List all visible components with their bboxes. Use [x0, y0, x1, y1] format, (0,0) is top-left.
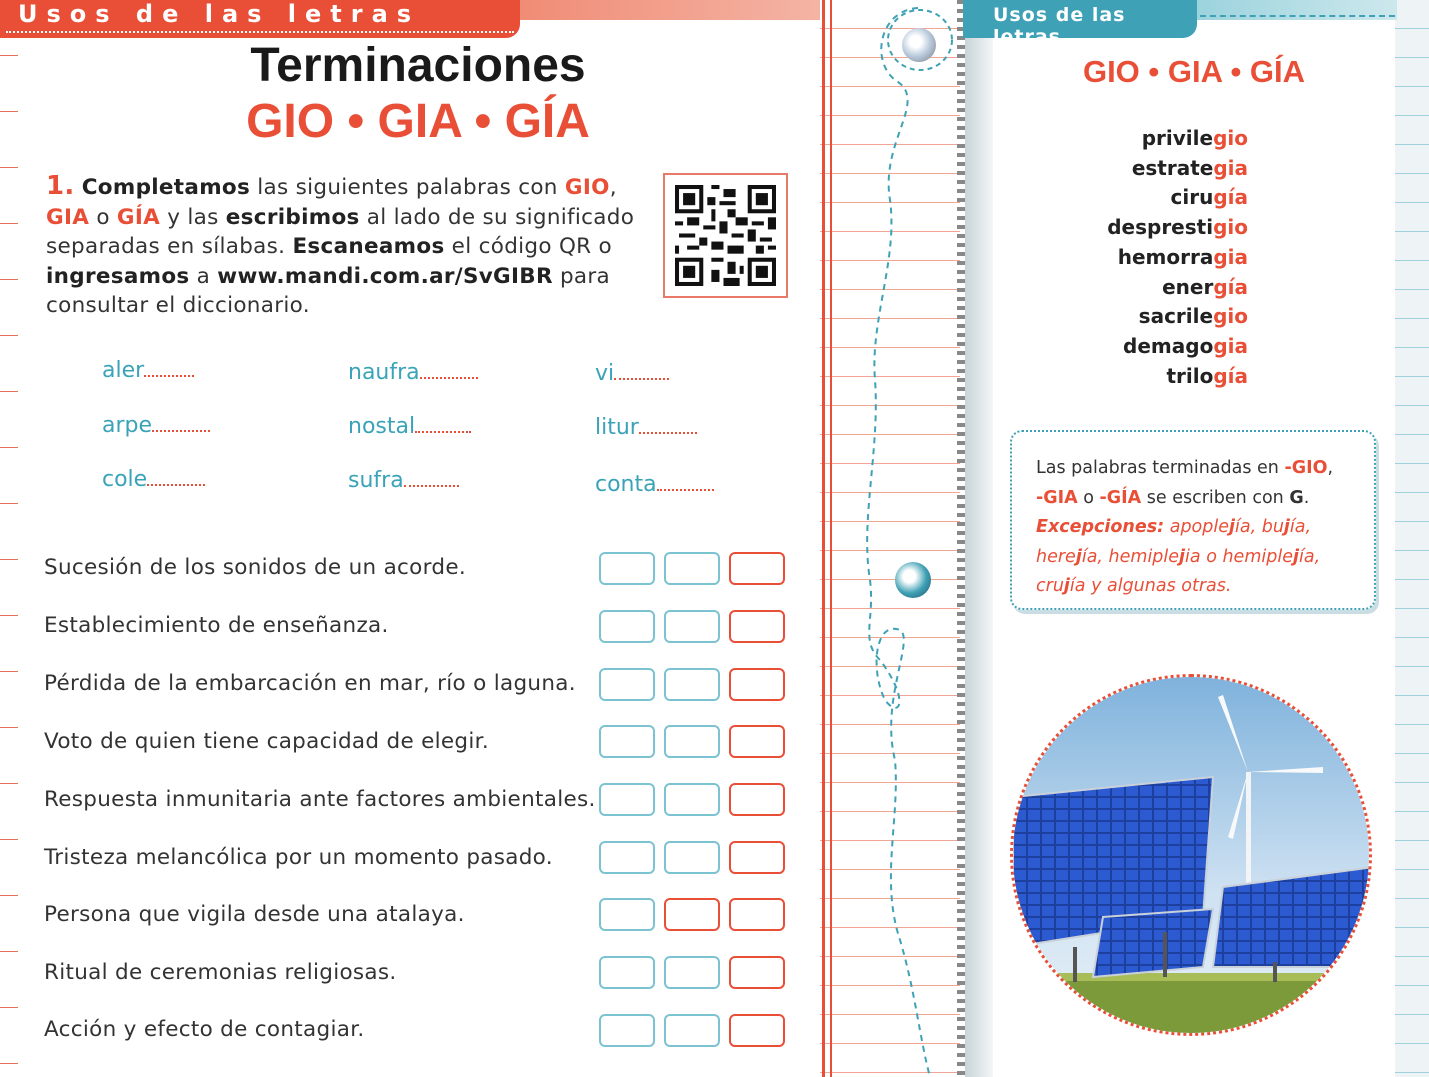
qr-code-icon[interactable]: [663, 173, 788, 298]
word-list-item: [1107, 273, 1248, 303]
margin-red-line: [822, 0, 825, 1077]
fragment-sufra[interactable]: [348, 468, 459, 493]
spiral-ring-icon: [902, 28, 936, 62]
exc-part: ía y algunas otras.: [1069, 576, 1232, 596]
syllable-box[interactable]: [664, 1014, 720, 1047]
blank-line: [147, 468, 205, 486]
syllable-box[interactable]: [664, 783, 720, 816]
word-list-item: [1107, 154, 1248, 184]
word-list-item: [1107, 362, 1248, 392]
header-band: [520, 0, 820, 20]
right-title: GIO • GIA • GÍA: [1082, 54, 1306, 89]
fragment-litur[interactable]: [595, 415, 697, 440]
instr-text: para consultar el diccionario.: [46, 263, 611, 318]
word-ending: gía: [1213, 274, 1248, 299]
exc-part: ía,: [1298, 546, 1321, 567]
word-ending: gía: [1213, 363, 1248, 388]
header-tab-label: Usos de las letras: [18, 0, 421, 28]
word-list-item: [1107, 124, 1248, 154]
definition-item: Sucesión de los sonidos de un acorde.: [44, 555, 466, 580]
syllable-box-ending[interactable]: [729, 668, 785, 701]
syllable-box-ending[interactable]: [729, 841, 785, 874]
syllable-box-ending[interactable]: [729, 783, 785, 816]
photo-illustration: [1013, 677, 1372, 1036]
definition-item: Establecimiento de enseñanza.: [44, 613, 389, 638]
syllable-box[interactable]: [664, 552, 720, 585]
spiral-ring-icon: [895, 562, 931, 598]
syllable-box[interactable]: [664, 725, 720, 758]
fragment-text: litur: [595, 415, 639, 440]
exc-part: ia o hemiple: [1185, 546, 1293, 567]
syllable-box[interactable]: [599, 552, 655, 585]
syllable-box[interactable]: [664, 610, 720, 643]
right-header-tab-label: Usos de las letras: [993, 4, 1126, 48]
syllable-box[interactable]: [664, 956, 720, 989]
blank-line: [415, 415, 471, 433]
note-text: se escriben con: [1141, 487, 1290, 508]
word-stem: hemorra: [1117, 244, 1214, 269]
instr-text: al lado de su significado separadas en sílabas.: [46, 204, 635, 259]
word-stem: trilo: [1166, 363, 1214, 388]
fragment-vi[interactable]: [595, 361, 669, 386]
instr-red: GIA: [46, 204, 90, 230]
qr-code-graphic: [675, 185, 776, 286]
syllable-box[interactable]: [599, 841, 655, 874]
definition-item: Voto de quien tiene capacidad de elegir.: [44, 729, 489, 754]
blank-line: [657, 473, 714, 491]
definition-item: Persona que vigila desde una atalaya.: [44, 902, 465, 927]
instr-text: ,: [609, 175, 617, 200]
word-ending: gia: [1213, 333, 1248, 358]
left-ruled-margin: [0, 0, 18, 1077]
definition-item: Pérdida de la embarcación en mar, río o laguna.: [44, 671, 576, 696]
word-stem: privile: [1141, 126, 1214, 150]
blank-line: [639, 416, 697, 434]
exc-j: j: [1292, 546, 1299, 567]
page-title: Terminaciones: [250, 39, 586, 92]
word-list-item: [1107, 213, 1248, 243]
syllable-box-ending[interactable]: [729, 552, 785, 585]
word-ending: gio: [1213, 126, 1248, 150]
rule-note-text: [1036, 454, 1366, 602]
fragment-text: naufra: [348, 360, 420, 385]
syllable-box-ending[interactable]: [729, 898, 785, 931]
exc-j: j: [1229, 517, 1235, 537]
instr-bold: ingresamos: [46, 263, 190, 289]
definition-item: Ritual de ceremonias religiosas.: [44, 960, 397, 985]
syllable-box[interactable]: [664, 841, 720, 874]
instr-red: GÍA: [116, 204, 161, 230]
word-stem: ciru: [1170, 185, 1214, 210]
right-header-band: [1197, 0, 1397, 20]
exceptions-text: [1036, 517, 1320, 596]
fragment-nostal[interactable]: [348, 414, 471, 439]
exc-j: j: [1283, 517, 1290, 537]
exercise-number: 1.: [46, 171, 75, 201]
instr-red: GIO: [564, 175, 610, 200]
instr-text: o: [89, 204, 117, 230]
word-stem: despresti: [1107, 215, 1214, 240]
note-text: .: [1303, 487, 1310, 508]
instr-text: el código QR o: [444, 234, 612, 259]
word-ending: gia: [1213, 244, 1248, 269]
note-red: -GIA: [1036, 487, 1078, 508]
word-stem: ener: [1162, 274, 1214, 299]
syllable-box-ending[interactable]: [729, 725, 785, 758]
exc-j: j: [1063, 576, 1070, 596]
instr-bold: Completamos: [81, 175, 251, 200]
exc-part: here: [1036, 546, 1076, 567]
syllable-box-ending[interactable]: [664, 898, 720, 931]
exc-part: apople: [1164, 517, 1229, 537]
fragment-text: arpe: [102, 413, 153, 438]
blank-line: [420, 361, 478, 379]
word-list-item: [1107, 183, 1248, 213]
syllable-box[interactable]: [599, 1014, 655, 1047]
exc-part: cru: [1036, 576, 1064, 596]
margin-red-line: [830, 0, 832, 1077]
fragment-text: cole: [102, 467, 148, 492]
exc-j: j: [1179, 546, 1186, 567]
syllable-box[interactable]: [599, 668, 655, 701]
exc-part: ía,: [1289, 517, 1312, 537]
syllable-box-ending[interactable]: [729, 610, 785, 643]
fragment-text: vi: [595, 361, 615, 386]
fragment-conta[interactable]: [595, 472, 714, 497]
exc-part: ía, bu: [1235, 517, 1284, 537]
definition-item: Respuesta inmunitaria ante factores ambientales.: [44, 787, 596, 812]
exc-part: ía, hemiple: [1081, 546, 1180, 567]
note-red: -GÍA: [1099, 487, 1142, 508]
syllable-box[interactable]: [599, 956, 655, 989]
note-text: Las palabras terminadas en: [1036, 458, 1285, 478]
word-list-item: [1107, 332, 1248, 362]
fragment-text: aler: [102, 358, 145, 383]
word-ending: gio: [1213, 304, 1248, 329]
fragment-text: conta: [595, 472, 657, 497]
header-tab: [0, 0, 520, 38]
word-ending: gía: [1213, 185, 1248, 210]
exceptions-label: Excepciones:: [1036, 517, 1165, 537]
definition-item: Tristeza melancólica por un momento pasado.: [44, 845, 553, 870]
fragment-text: sufra: [348, 468, 404, 493]
syllable-box[interactable]: [599, 783, 655, 816]
blank-line: [614, 362, 669, 380]
syllable-box[interactable]: [599, 898, 655, 931]
note-text: o: [1077, 487, 1100, 508]
word-list: [1107, 124, 1248, 391]
exc-j: j: [1075, 546, 1082, 567]
fragment-aler[interactable]: [102, 358, 194, 383]
dashed-thread-decoration: [840, 0, 960, 1077]
blank-line: [152, 414, 210, 432]
word-stem: sacrile: [1138, 304, 1214, 329]
instr-bold: Escaneamos: [292, 234, 445, 259]
definition-item: Acción y efecto de contagiar.: [44, 1017, 365, 1042]
word-list-item: [1107, 302, 1248, 332]
word-stem: demago: [1123, 333, 1214, 358]
right-header-tab: [963, 0, 1197, 48]
right-header-dash: [1200, 15, 1395, 17]
instr-text: a: [189, 263, 218, 289]
page-subtitle: GIO • GIA • GÍA: [246, 95, 590, 148]
instr-text: y las: [160, 204, 226, 230]
fragment-text: nostal: [348, 414, 416, 439]
word-stem: estrate: [1131, 155, 1214, 180]
word-ending: gio: [1213, 215, 1248, 240]
syllable-box[interactable]: [599, 725, 655, 758]
spine-shadow: [965, 0, 993, 1077]
instr-bold: escribimos: [225, 204, 360, 230]
word-list-item: [1107, 243, 1248, 273]
instr-url[interactable]: www.mandi.com.ar/SvGIBR: [217, 263, 553, 289]
rule-note-box: [1010, 430, 1376, 610]
blank-line: [144, 359, 194, 377]
note-red: -GIO: [1284, 458, 1328, 478]
word-ending: gia: [1213, 155, 1248, 180]
fragment-arpe[interactable]: [102, 413, 210, 438]
instr-text: las siguientes palabras con: [250, 175, 565, 200]
fragment-cole[interactable]: [102, 467, 205, 492]
note-bold: G: [1289, 487, 1304, 508]
syllable-box-ending[interactable]: [729, 1014, 785, 1047]
fragment-naufra[interactable]: [348, 360, 478, 385]
instruction-text: [46, 172, 656, 321]
syllable-box[interactable]: [664, 668, 720, 701]
right-ruled-edge: [1395, 0, 1429, 1077]
note-text: ,: [1327, 458, 1334, 478]
solar-panels-wind-turbine-photo: [1010, 674, 1372, 1036]
blank-line: [404, 469, 459, 487]
syllable-box[interactable]: [599, 610, 655, 643]
spine-perforation: [957, 0, 965, 1077]
syllable-box-ending[interactable]: [729, 956, 785, 989]
